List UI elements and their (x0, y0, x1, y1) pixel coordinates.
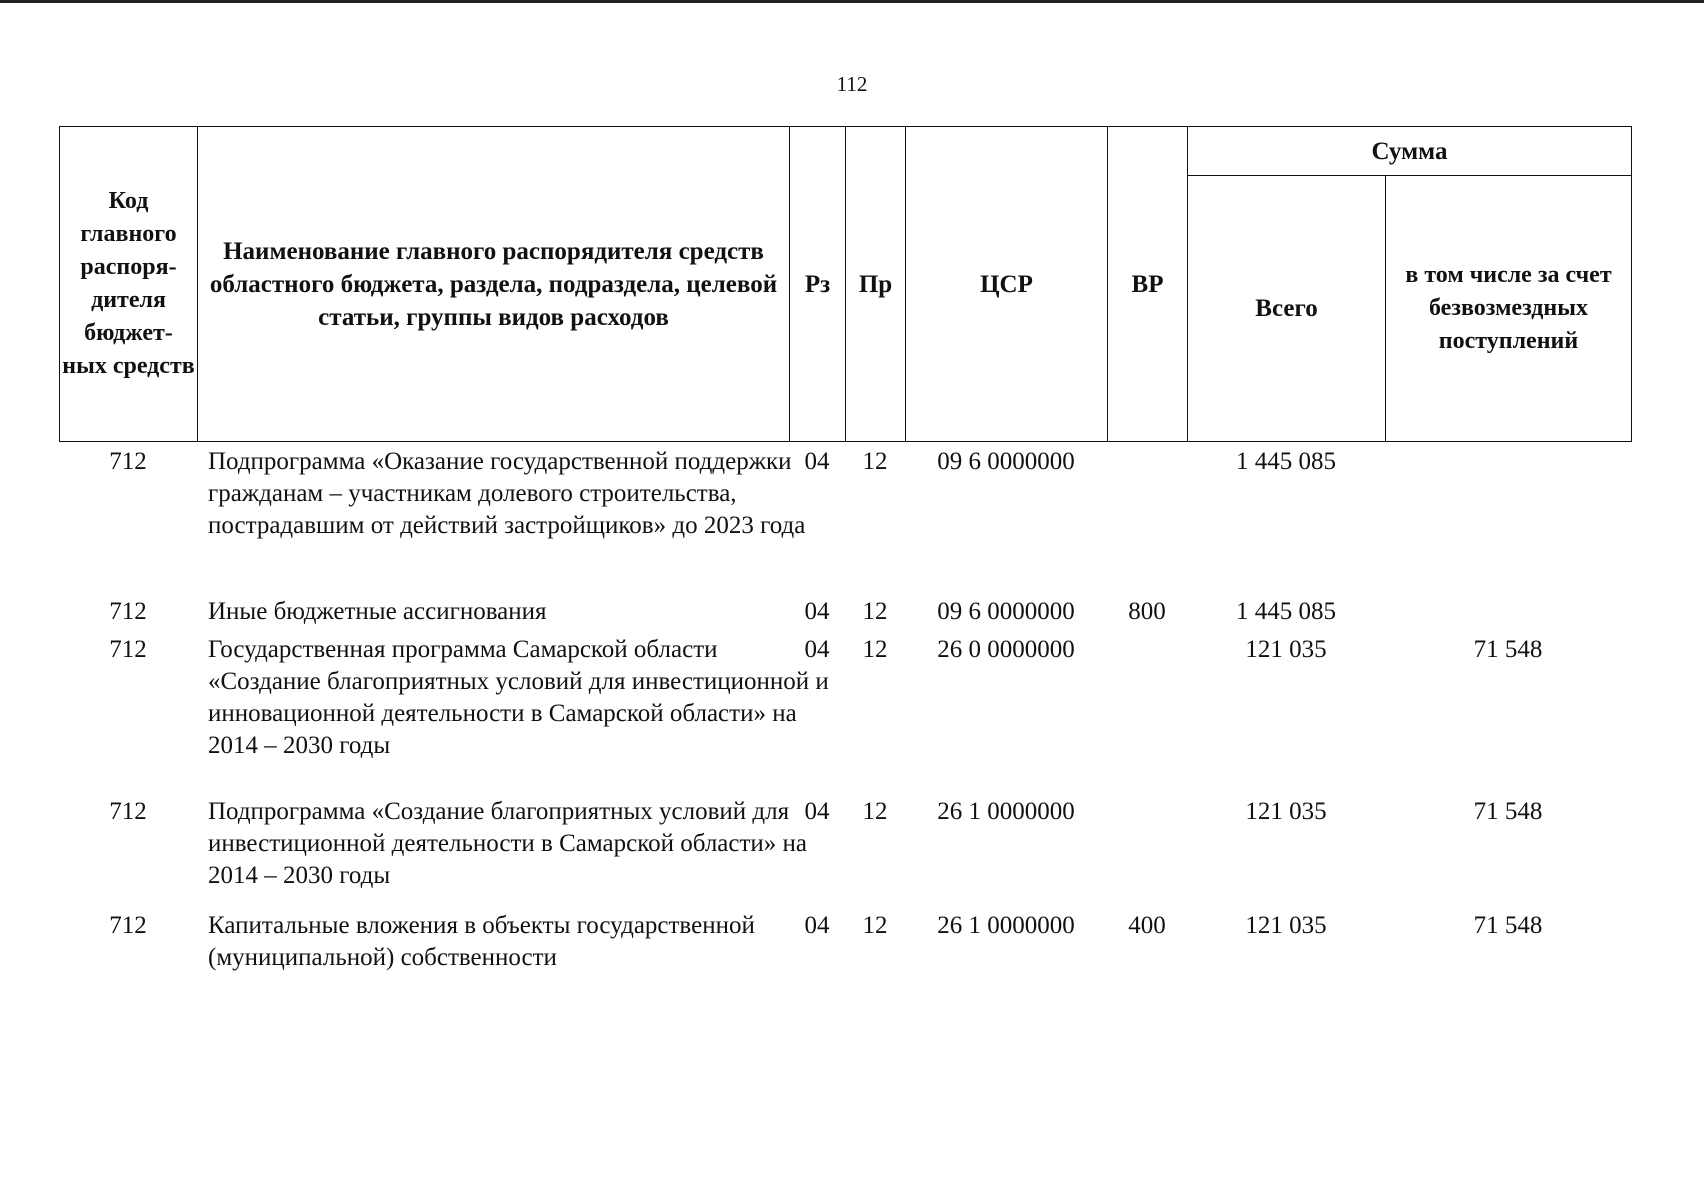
row-total: 1 445 085 (1236, 448, 1336, 475)
row-rz: 04 (804, 448, 830, 475)
header-rz: Рз (790, 127, 846, 442)
header-vr: ВР (1108, 127, 1188, 442)
header-sum: Сумма (1188, 127, 1632, 176)
row-code: 712 (109, 598, 147, 625)
row-total: 121 035 (1245, 912, 1327, 939)
row-name: Подпрограмма «Создание благоприятных условий для инвестиционной деятельности в Самарской области» на 2014 – 2030 годы (208, 798, 808, 889)
top-border-line (0, 0, 1704, 3)
row-rz: 04 (804, 598, 830, 625)
row-name: Иные бюджетные ассигнования (208, 598, 547, 625)
row-code: 712 (109, 448, 147, 475)
header-pr: Пр (846, 127, 906, 442)
row-rz: 04 (804, 798, 830, 825)
row-pr: 12 (862, 636, 888, 663)
row-csr: 09 6 0000000 (937, 448, 1075, 475)
header-code: Код главного распоря-дителя бюджет-ных средств (60, 127, 198, 442)
row-free: 71 548 (1473, 798, 1543, 825)
row-vr: 800 (1128, 598, 1166, 625)
row-code: 712 (109, 912, 147, 939)
row-csr: 26 0 0000000 (937, 636, 1075, 663)
header-csr: ЦСР (906, 127, 1108, 442)
row-total: 1 445 085 (1236, 598, 1336, 625)
row-pr: 12 (862, 598, 888, 625)
row-pr: 12 (862, 448, 888, 475)
page-number: 112 (836, 72, 868, 96)
row-free: 71 548 (1473, 912, 1543, 939)
header-name: Наименование главного распорядителя средств областного бюджета, раздела, подраздела, целевой статьи, группы видов расходов (198, 127, 790, 442)
row-pr: 12 (862, 912, 888, 939)
row-free: 71 548 (1473, 636, 1543, 663)
row-rz: 04 (804, 636, 830, 663)
row-name: Государственная программа Самарской области «Создание благоприятных условий для инвестиционной и инновационной деятельности в Самарской области» на 2014 – 2030 годы (208, 636, 829, 759)
row-total: 121 035 (1245, 798, 1327, 825)
row-rz: 04 (804, 912, 830, 939)
row-code: 712 (109, 636, 147, 663)
row-name: Подпрограмма «Оказание государственной поддержки гражданам – участникам долевого строительства, пострадавшим от действий застройщиков» до 2023 года (208, 448, 806, 539)
row-pr: 12 (862, 798, 888, 825)
row-csr: 09 6 0000000 (937, 598, 1075, 625)
row-name: Капитальные вложения в объекты государственной (муниципальной) собственности (208, 912, 755, 971)
row-csr: 26 1 0000000 (937, 798, 1075, 825)
table-header (59, 126, 1632, 442)
row-csr: 26 1 0000000 (937, 912, 1075, 939)
row-total: 121 035 (1245, 636, 1327, 663)
row-vr: 400 (1128, 912, 1166, 939)
header-total: Всего (1188, 176, 1386, 442)
header-free: в том числе за счет безвозмездных поступлений (1386, 176, 1632, 442)
row-code: 712 (109, 798, 147, 825)
